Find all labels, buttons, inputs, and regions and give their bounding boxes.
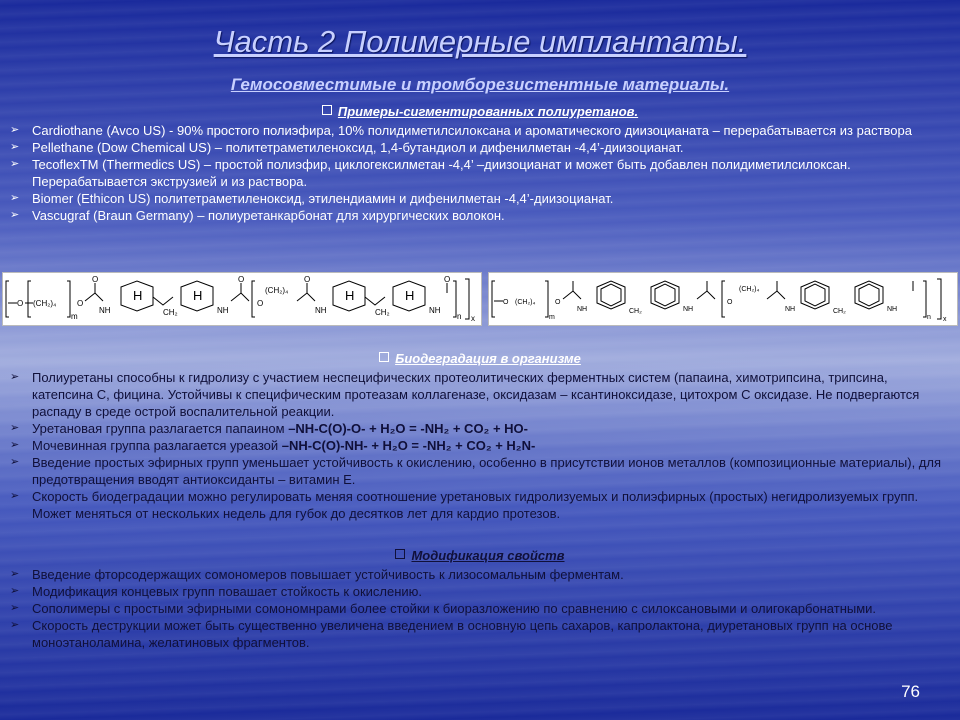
page-number: 76 (901, 682, 920, 701)
ring-label-h: H (345, 288, 355, 303)
list-item-text: Мочевинная группа разлагается уреазой (32, 438, 282, 453)
page-title: Часть 2 Полимерные имплантаты. (213, 24, 747, 59)
list-item-text: Pellethane (Dow Chemical US) – политетраметиленоксид, 1,4-бутандиол и дифенилметан -4,4’-диизоцианат. (32, 140, 684, 155)
checkbox-bullet-icon (395, 549, 405, 559)
list-item (8, 566, 943, 583)
list-item (8, 437, 943, 454)
list-item-text: Biomer (Ethicon US) политетраметиленоксид, этилендиамин и дифенилметан -4,4’-диизоцианат. (32, 191, 614, 206)
list-item-text: Уретановая группа разлагается папаином (32, 421, 289, 436)
group-label-ch2: CH₂ (629, 308, 642, 315)
subscript-n: n (457, 312, 462, 321)
list-item (8, 190, 943, 207)
atom-label-nh: NH (429, 306, 441, 315)
atom-label-o: O (304, 275, 311, 284)
list-item (8, 583, 943, 600)
arrow-bullet-icon: ➢ (10, 141, 20, 153)
list-item (8, 617, 943, 651)
arrow-bullet-icon: ➢ (10, 439, 20, 451)
list-item (8, 420, 943, 437)
group-label-ch2: CH₂ (375, 308, 390, 317)
list-item (8, 156, 943, 190)
atom-label-nh: NH (577, 306, 588, 313)
list-item-text: Сополимеры с простыми эфирными сомономнрами более стойки к биоразложению по сравнению с силоксановыми и олигокарбонатными. (32, 601, 877, 616)
section-heading-modification (0, 548, 960, 563)
list-item (8, 122, 943, 139)
list-item-text: TecoflexTM (Thermedics US) – простой полиэфир, циклогексилметан -4,4’ –диизоцианат и может быть добавлен полидиметилсилоксан. Перерабатывается экструзией и из раствора. (32, 157, 851, 189)
section-heading-label: Модификация свойств (411, 548, 565, 563)
subscript-m: m (71, 312, 78, 321)
atom-label-o: O (238, 275, 245, 284)
ring-label-h: H (193, 288, 203, 303)
atom-label-nh: NH (217, 306, 229, 315)
atom-label-o: O (444, 275, 451, 284)
section-heading-label: Примеры-сигментированных полиуретанов. (337, 104, 639, 119)
atom-label-nh: NH (683, 306, 694, 313)
atom-label-nh: NH (785, 306, 796, 313)
atom-label-nh: NH (887, 306, 898, 313)
list-item-text: Модификация концевых групп повашает стойкость к окислению. (32, 584, 423, 599)
list-item (8, 454, 943, 488)
group-label-ch2n: (CH₂)₄ (515, 299, 536, 306)
list-item-text: Cardiothane (Avco US) - 90% простого полиэфира, 10% полидиметилсилоксана и ароматического диизоцианата – перерабатывается из раствора (32, 123, 912, 138)
section-heading-examples (0, 104, 960, 119)
group-label-ch2: CH₂ (833, 308, 846, 315)
reaction-formula: –NH-C(O)-O- + H₂O = -NH₂ + CO₂ + HO- (288, 421, 528, 436)
arrow-bullet-icon: ➢ (10, 124, 20, 136)
modification-list (8, 566, 943, 651)
section-heading-biodegradation (0, 351, 960, 366)
list-item-text: Скорость деструкции может быть существенно увеличена введением в основную цепь сахаров, капролактона, диуретановых групп на основе моноэтаноламина, желатиновых фрагментов. (32, 618, 893, 650)
polyurethane-structure-right (489, 273, 957, 325)
arrow-bullet-icon: ➢ (10, 456, 20, 468)
list-item-text: Введение простых эфирных групп уменьшает устойчивость к окислению, особенно в присутствии ионов металлов (композиционные материалы), для предотвращения вводят антиоксиданты – витамин Е. (32, 455, 942, 487)
atom-label-o: O (555, 299, 561, 306)
ring-label-h: H (133, 288, 143, 303)
list-item (8, 369, 943, 420)
arrow-bullet-icon: ➢ (10, 371, 20, 383)
arrow-bullet-icon: ➢ (10, 192, 20, 204)
ring-label-h: H (405, 288, 415, 303)
group-label-ch2: CH₂ (163, 308, 178, 317)
arrow-bullet-icon: ➢ (10, 585, 20, 597)
arrow-bullet-icon: ➢ (10, 422, 20, 434)
atom-label-o: O (257, 299, 264, 308)
list-item-text: Введение фторсодержащих сомономеров повышает устойчивость к лизосомальным ферментам. (32, 567, 624, 582)
list-item (8, 600, 943, 617)
checkbox-bullet-icon (379, 352, 389, 362)
biodegradation-list (8, 369, 943, 522)
arrow-bullet-icon: ➢ (10, 602, 20, 614)
atom-label-nh: NH (99, 306, 111, 315)
subscript-m: m (549, 314, 555, 321)
atom-label-o: O (503, 299, 509, 306)
structure-image-left (2, 272, 482, 326)
list-item-text: Vascugraf (Braun Germany) – полиуретанкарбонат для хирургических волокон. (32, 208, 505, 223)
subscript-n: n (927, 314, 931, 321)
page-subtitle: Гемосовместимые и тромборезистентные материалы. (230, 75, 730, 94)
checkbox-bullet-icon (322, 105, 332, 115)
list-item (8, 207, 943, 224)
list-item (8, 139, 943, 156)
atom-label-o: O (17, 299, 24, 308)
atom-label-o: O (727, 299, 733, 306)
structure-image-right (488, 272, 958, 326)
polyurethane-structure-left (3, 273, 481, 325)
examples-list (8, 122, 943, 224)
arrow-bullet-icon: ➢ (10, 619, 20, 631)
section-heading-label: Биодеградация в организме (395, 351, 581, 366)
arrow-bullet-icon: ➢ (10, 490, 20, 502)
group-label-ch2n: (CH₂)₄ (739, 286, 760, 293)
list-item-text: Скорость биодеградации можно регулировать меняя соотношение уретановых гидролизуемых и полиэфирных (простых) негидролизуемых групп. Может меняться от нескольких недель для губок до десятков лет для кардио протезов. (32, 489, 919, 521)
subscript-x: x (471, 314, 475, 323)
reaction-formula: –NH-C(O)-NH- + H₂O = -NH₂ + CO₂ + H₂N- (281, 438, 536, 453)
group-label-ch2n: (CH₂)₄ (33, 299, 57, 308)
list-item-text: Полиуретаны способны к гидролизу с участием неспецифических протеолитических ферментных систем (папаина, химотрипсина, трипсина, катепсина С, фицина. Устойчивы к специфическим протеазам коллагеназе, оксидазам – ксантиноксидазе, цитохром С оксидазе. Не подвергаются распаду в среде острой воспалительной реакции. (32, 370, 920, 419)
atom-label-nh: NH (315, 306, 327, 315)
arrow-bullet-icon: ➢ (10, 568, 20, 580)
arrow-bullet-icon: ➢ (10, 209, 20, 221)
subscript-x: x (943, 316, 947, 323)
atom-label-o: O (77, 299, 84, 308)
list-item (8, 488, 943, 522)
atom-label-o: O (92, 275, 99, 284)
group-label-ch2n: (CH₂)₄ (265, 286, 289, 295)
arrow-bullet-icon: ➢ (10, 158, 20, 170)
